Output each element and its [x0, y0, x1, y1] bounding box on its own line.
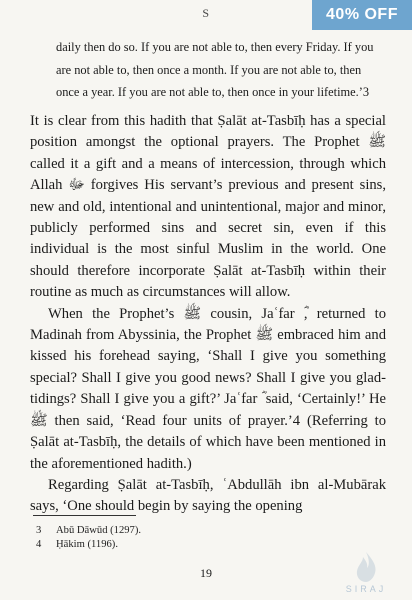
quote-line: are not able to, then once a month. If you are not able to, then: [56, 62, 362, 77]
paragraph: Regarding Ṣalāt at-Tasbīḥ, ʿAbdullāh ibn al-Mubārak says, ‘One should begin by saying the opening: [30, 476, 386, 515]
discount-badge: 40% OFF: [312, 0, 412, 30]
paragraph: When the Prophet’s ﷺ cousin, Jaʿfar ؓ, returned to Madinah from Abyssinia, the Prophet ﷺ embraced him and kissed his forehead saying, ‘Shall I give you something special? Shall I give you good news? Shall I give you glad-tidings? Shall I give you a gift?’ Jaʿfar ؓ said, ‘Certainly!’ He ﷺ then said, ‘Read four units of prayer.’4 (Referring to Ṣalāt at-Tasbīḥ, the details of which have been mentioned in the aforementioned hadith.): [30, 305, 387, 472]
quote-line: once a year. If you are not able to, then once in your lifetime.’3: [56, 85, 370, 100]
footnote-number: 4: [36, 539, 42, 550]
footnotes: [36, 524, 141, 552]
page-number: 19: [200, 566, 212, 580]
flame-logo-icon: [351, 550, 381, 584]
footnote: [36, 538, 141, 552]
watermark-text: SIRAJ: [345, 584, 387, 594]
footnote-number: 3: [36, 525, 42, 536]
footnote-text: Ḥākim (1196).: [56, 539, 118, 550]
footnote: [36, 524, 141, 538]
siraj-watermark: [335, 550, 397, 594]
footnote-divider: [33, 515, 136, 516]
footnote-text: Abū Dāwūd (1297).: [56, 525, 142, 536]
quote-line: daily then do so. If you are not able to, then every Friday. If you: [56, 40, 374, 54]
paragraph: It is clear from this hadith that Ṣalāt at-Tasbīḥ has a special position amongst the optional prayers. The Prophet ﷺ called it a gift and a means of intercession, through which Allah ﷻ forgives His servant’s previous and present sins, new and old, intentional and unintentional, major and minor, publicly performed sins and secret sin, even if this individual is the most sinful Muslim in the world. One should therefore incorporate Ṣalāt at-Tasbīḥ within their routine as much as circumstances will allow.: [30, 113, 387, 301]
hadith-quote: [56, 36, 384, 104]
body-text: [30, 111, 386, 518]
running-head: S: [202, 6, 210, 20]
